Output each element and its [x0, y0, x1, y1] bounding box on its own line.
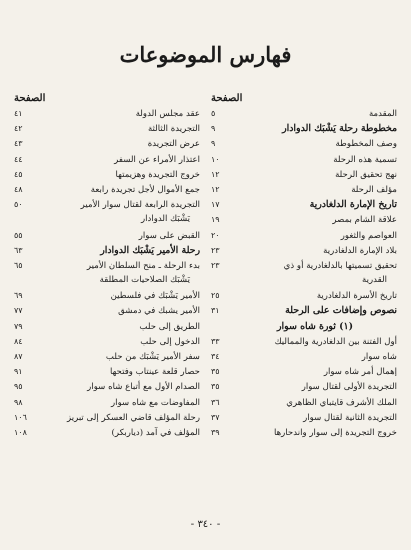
toc-entry-title: سفر الأمير يَشْبَك من حلب — [105, 352, 200, 362]
toc-entry — [14, 197, 200, 212]
column-header-left — [14, 92, 200, 105]
toc-entry-title: القبض على سوار — [138, 230, 200, 241]
toc-entry-page: ١٧ — [211, 200, 220, 210]
toc-entry — [211, 182, 397, 197]
toc-entry-title: المؤلف في آمد (دياربكر) — [111, 427, 200, 438]
toc-entry-page: ٥٥ — [14, 230, 23, 240]
toc-entry-title: حصار قلعة عينتاب وفتحها — [109, 367, 200, 378]
toc-entry-page: ٣٦ — [211, 397, 220, 407]
toc-entry-page: ٥ — [211, 109, 216, 118]
toc-entry — [14, 364, 200, 379]
toc-entry-page: ٢٥ — [211, 291, 220, 301]
toc-entry-page: ٨٤ — [14, 336, 23, 346]
toc-column-left — [14, 92, 200, 440]
toc-entry-page: ٩٨ — [14, 397, 23, 407]
toc-entry-page: ٣٩ — [211, 427, 220, 437]
toc-entry-page: ١٢ — [211, 184, 220, 194]
toc-entry-title: علاقة الشام بمصر — [332, 215, 397, 226]
toc-entry-page: ١٠٨ — [14, 427, 27, 437]
toc-entry — [211, 152, 397, 167]
toc-entry — [14, 425, 200, 440]
toc-entry — [14, 243, 200, 258]
toc-entry — [211, 364, 397, 379]
toc-entry-page: ١٠٦ — [14, 412, 27, 422]
toc-entry — [211, 349, 397, 364]
toc-entry-title: بدء الرحلة ـ منح السلطان الأمير — [86, 260, 200, 271]
toc-entry-title: العواصم والثغور — [340, 230, 397, 241]
toc-entry — [14, 303, 200, 318]
toc-entry-page: ٨٧ — [14, 352, 23, 361]
toc-entry — [14, 273, 200, 288]
toc-entry-title: الملك الأشرف قايتباي الظاهري — [286, 397, 397, 408]
toc-entry — [211, 121, 397, 136]
toc-entry — [211, 303, 397, 318]
toc-entry — [211, 319, 397, 334]
toc-entry-title: تحقيق تسميتها بالدلغادرية أو ذي — [283, 260, 397, 271]
toc-entry — [211, 395, 397, 410]
toc-entry — [14, 379, 200, 394]
toc-entry — [14, 121, 200, 136]
toc-entry — [211, 197, 397, 212]
toc-entry-title: أول الفتنة بين الدلغادرية والمماليك — [274, 336, 397, 347]
toc-entry — [14, 395, 200, 410]
toc-entry — [211, 228, 397, 243]
column-header-right — [211, 92, 397, 105]
toc-entry-title: التجريدة الثالثة — [147, 124, 200, 135]
toc-entry-page: ٣٥ — [211, 382, 220, 392]
toc-entry-page: ٩٥ — [14, 382, 23, 392]
toc-entry-title: يَشْبَك الصلاحيات المطلقة — [99, 275, 190, 286]
toc-entry-page: ٦٣ — [14, 245, 23, 255]
toc-entry — [211, 106, 397, 121]
column-header-label: الصفحة — [211, 93, 243, 104]
toc-entry — [14, 136, 200, 151]
toc-entry-page: ٢٠ — [211, 230, 220, 240]
toc-entry-title: وصف المخطوطة — [335, 139, 397, 150]
toc-entry-page: ٥٠ — [14, 200, 23, 210]
toc-entry-page: ٤٨ — [14, 184, 23, 194]
toc-entry-page: ٤٥ — [14, 169, 23, 179]
page-title: فهارس الموضوعات — [119, 42, 292, 67]
toc-entry-title: شاه سوار — [361, 352, 397, 362]
toc-entry — [211, 410, 397, 425]
toc-entries-right — [211, 106, 397, 440]
toc-entry — [211, 136, 397, 151]
toc-entry — [14, 212, 200, 227]
toc-entry-title: القدرية — [361, 275, 387, 286]
toc-entry-title: خروج التجريدة إلى سوار واندحارها — [274, 427, 397, 438]
toc-entry — [211, 334, 397, 349]
toc-entry-page: ٣٣ — [211, 336, 220, 346]
toc-entry-title: الدخول إلى حلب — [140, 336, 200, 347]
toc-entry-page: ٣٤ — [211, 352, 220, 361]
toc-entry-title: عقد مجلس الدولة — [135, 109, 200, 119]
toc-entry-page: ٧٧ — [14, 306, 23, 316]
toc-entry — [14, 410, 200, 425]
toc-entries-left — [14, 106, 200, 440]
toc-entry-page: ٤٢ — [14, 124, 23, 134]
toc-column-right — [211, 92, 397, 440]
toc-entry — [211, 379, 397, 394]
toc-entry-title: بلاد الإمارة الدلغادرية — [323, 245, 397, 256]
toc-entry-title: جمع الأموال لأجل تجريدة رابعة — [90, 184, 200, 195]
toc-entry-title: التجريدة الأولى لقتال سوار — [301, 382, 397, 393]
toc-entry — [14, 349, 200, 364]
toc-entry-title: تاريخ الأسرة الدلغادرية — [316, 291, 397, 302]
toc-entry-title: التجريدة الرابعة لقتال سوار الأمير — [80, 200, 200, 211]
toc-entry-page: ٤١ — [14, 109, 23, 118]
toc-entry-title: الصدام الأول مع أتباع شاه سوار — [87, 382, 200, 393]
toc-entry-page: ١٠ — [211, 154, 220, 164]
toc-entry — [211, 425, 397, 440]
toc-entry-title: رحلة الأمير يَشْبَك الدوادار — [100, 244, 200, 256]
toc-entry — [14, 167, 200, 182]
toc-entry-page: ٣٧ — [211, 412, 220, 422]
toc-entry — [211, 258, 397, 273]
toc-entry-title: (١) ثورة شاه سوار — [276, 320, 354, 332]
toc-entry-title: الطريق إلى حلب — [139, 321, 200, 332]
toc-entry — [14, 319, 200, 334]
toc-entry — [14, 258, 200, 273]
toc-entry-page: ٦٩ — [14, 291, 23, 301]
toc-entry-page: ٦٥ — [14, 260, 23, 270]
toc-entry-page: ٣٥ — [211, 367, 220, 377]
toc-entry-title: نصوص وإضافات على الرحلة — [285, 305, 397, 317]
toc-entry-title: تسمية هذه الرحلة — [333, 154, 397, 165]
toc-entry-page: ١٢ — [211, 169, 220, 179]
page-number: - ٣٤٠ - — [190, 519, 221, 530]
toc-entry — [211, 212, 397, 227]
toc-entry-title: التجريدة الثانية لقتال سوار — [303, 412, 397, 423]
toc-entry-page: ٩ — [211, 139, 216, 149]
toc-entry-page: ٤٣ — [14, 139, 23, 149]
toc-entry — [14, 182, 200, 197]
toc-entry-title: المفاوضات مع شاه سوار — [111, 397, 200, 408]
toc-entry-page: ١٩ — [211, 215, 220, 225]
toc-entry-title: عرض التجريدة — [147, 139, 200, 150]
toc-entry — [14, 152, 200, 167]
toc-entry-page: ٩١ — [14, 367, 23, 377]
toc-entry-page: ٧٩ — [14, 321, 23, 331]
toc-entry-title: إهمال أمر شاه سوار — [323, 367, 397, 378]
toc-entry-title: يَشْبَك الدوادار — [140, 214, 190, 225]
toc-entry — [14, 288, 200, 303]
toc-entry-title: مخطوطة رحلة يَشْبَك الدوادار — [282, 123, 397, 135]
toc-entry-title: الأمير يَشْبَك في فلسطين — [110, 291, 200, 302]
toc-entry-page: ٩ — [211, 124, 216, 134]
toc-entry-title: تاريخ الإمارة الدلغادرية — [309, 199, 397, 211]
toc-entry-title: رحلة المؤلف قاضي العسكر إلى تبريز — [66, 412, 200, 423]
toc-entry — [211, 288, 397, 303]
column-header-label: الصفحة — [14, 93, 46, 104]
toc-entry-page: ٤٤ — [14, 154, 23, 164]
toc-entry-title: نهج تحقيق الرحلة — [335, 169, 397, 180]
toc-entry-title: الأمير يشبك في دمشق — [118, 306, 200, 317]
toc-entry-title: خروج التجريدة وهزيمتها — [115, 169, 200, 180]
toc-entry-title: مؤلف الرحلة — [351, 184, 397, 195]
toc-entry — [14, 334, 200, 349]
toc-entry-page: ٢٣ — [211, 245, 220, 255]
toc-entry — [14, 106, 200, 121]
toc-entry — [211, 243, 397, 258]
toc-entry — [211, 167, 397, 182]
toc-entry-title: اعتذار الأمراء عن السفر — [114, 154, 200, 165]
toc-entry — [211, 273, 397, 288]
toc-entry-page: ٣١ — [211, 306, 220, 316]
toc-entry — [14, 228, 200, 243]
toc-entry-title: المقدمة — [368, 109, 397, 119]
toc-entry-page: ٢٣ — [211, 260, 220, 270]
